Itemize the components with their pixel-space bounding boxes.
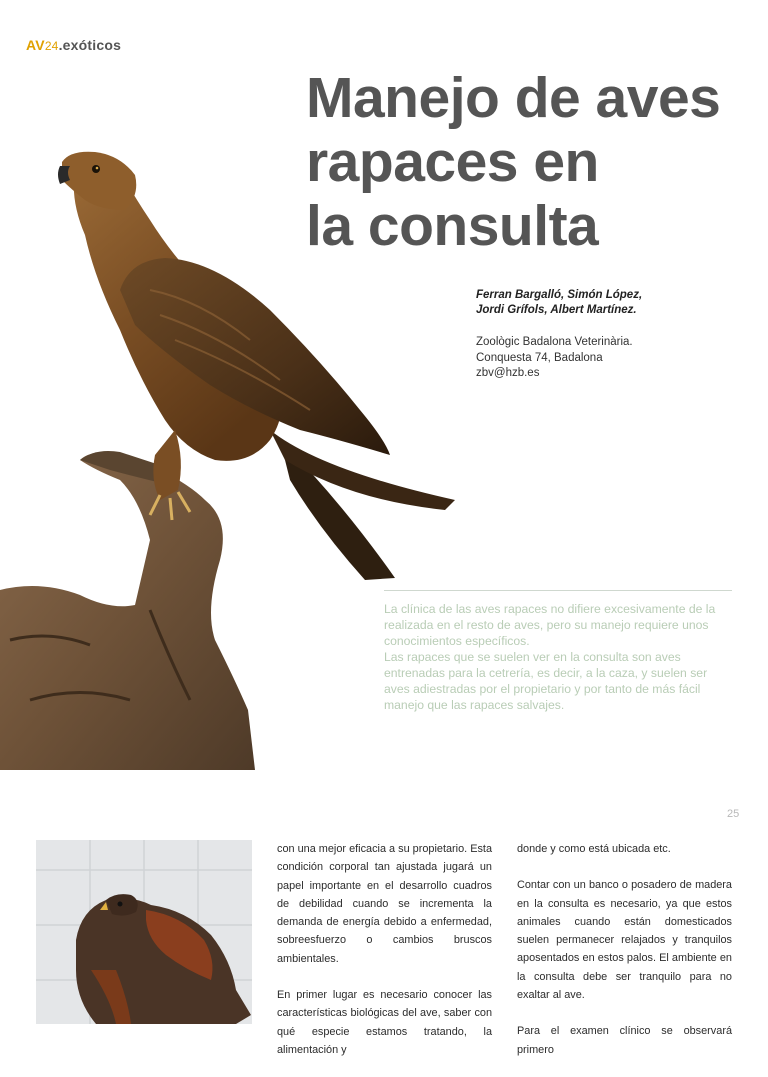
- author-line: Ferran Bargalló, Simón López,: [476, 289, 643, 301]
- abstract-paragraph: Las rapaces que se suelen ver en la consulta son aves entrenadas para la cetrería, es decir, a la caza, y suelen ser aves adiestradas por el propietario y por tanto de más fácil manejo que las rapaces salvajes.: [384, 650, 708, 712]
- body-paragraph: Contar con un banco o posadero de madera en la consulta es necesario, ya que estos animales cuando están domesticados suelen permanecer relajados y tranquilos aposentados en estos palos. El ambiente en la consulta debe ser tranquilo para no exaltar al ave.: [517, 879, 732, 1002]
- affiliation-address: Conquesta 74, Badalona: [476, 351, 603, 364]
- affiliation-block: [476, 335, 633, 382]
- affiliation-email: zbv@hzb.es: [476, 367, 540, 379]
- affiliation-name: Zoològic Badalona Veterinària.: [476, 336, 633, 348]
- title-line: rapaces en: [306, 130, 599, 194]
- body-paragraph: con una mejor eficacia a su propietario. Esta condición corporal tan ajustada jugará un papel importante en el desarrollo cuadros de debilidad cuando se incrementa la demanda de energía debido a enfermedad, sobreesfuerzo o cambios bruscos ambientales.: [277, 843, 492, 965]
- section-label: .exóticos: [58, 37, 122, 53]
- author-line: Jordi Grífols, Albert Martínez.: [476, 304, 637, 316]
- section-header: [26, 37, 121, 53]
- issue-number: 24: [44, 39, 59, 53]
- title-line: la consulta: [306, 194, 599, 258]
- body-paragraph: Para el examen clínico se observará primero: [517, 1025, 732, 1056]
- article-title: [306, 66, 766, 258]
- abstract-block: [384, 601, 730, 713]
- body-paragraph: En primer lugar es necesario conocer las características biológicas del ave, saber con qué especie estamos tratando, la alimentación y: [277, 989, 492, 1056]
- page-number: 25: [727, 808, 740, 820]
- body-column-1: [277, 840, 492, 1077]
- abstract-divider: [384, 590, 732, 591]
- authors-block: [476, 288, 642, 318]
- branch-shape: [0, 453, 255, 770]
- brand-logo: AV: [26, 37, 45, 53]
- abstract-paragraph: La clínica de las aves rapaces no difiere excesivamente de la realizada en el resto de aves, pero su manejo requiere unos conocimientos específicos.: [384, 602, 716, 648]
- body-paragraph: donde y como está ubicada etc.: [517, 843, 671, 855]
- body-column-2: [517, 840, 732, 1077]
- hawk-photo: [36, 840, 252, 1024]
- title-line: Manejo de aves: [306, 66, 721, 130]
